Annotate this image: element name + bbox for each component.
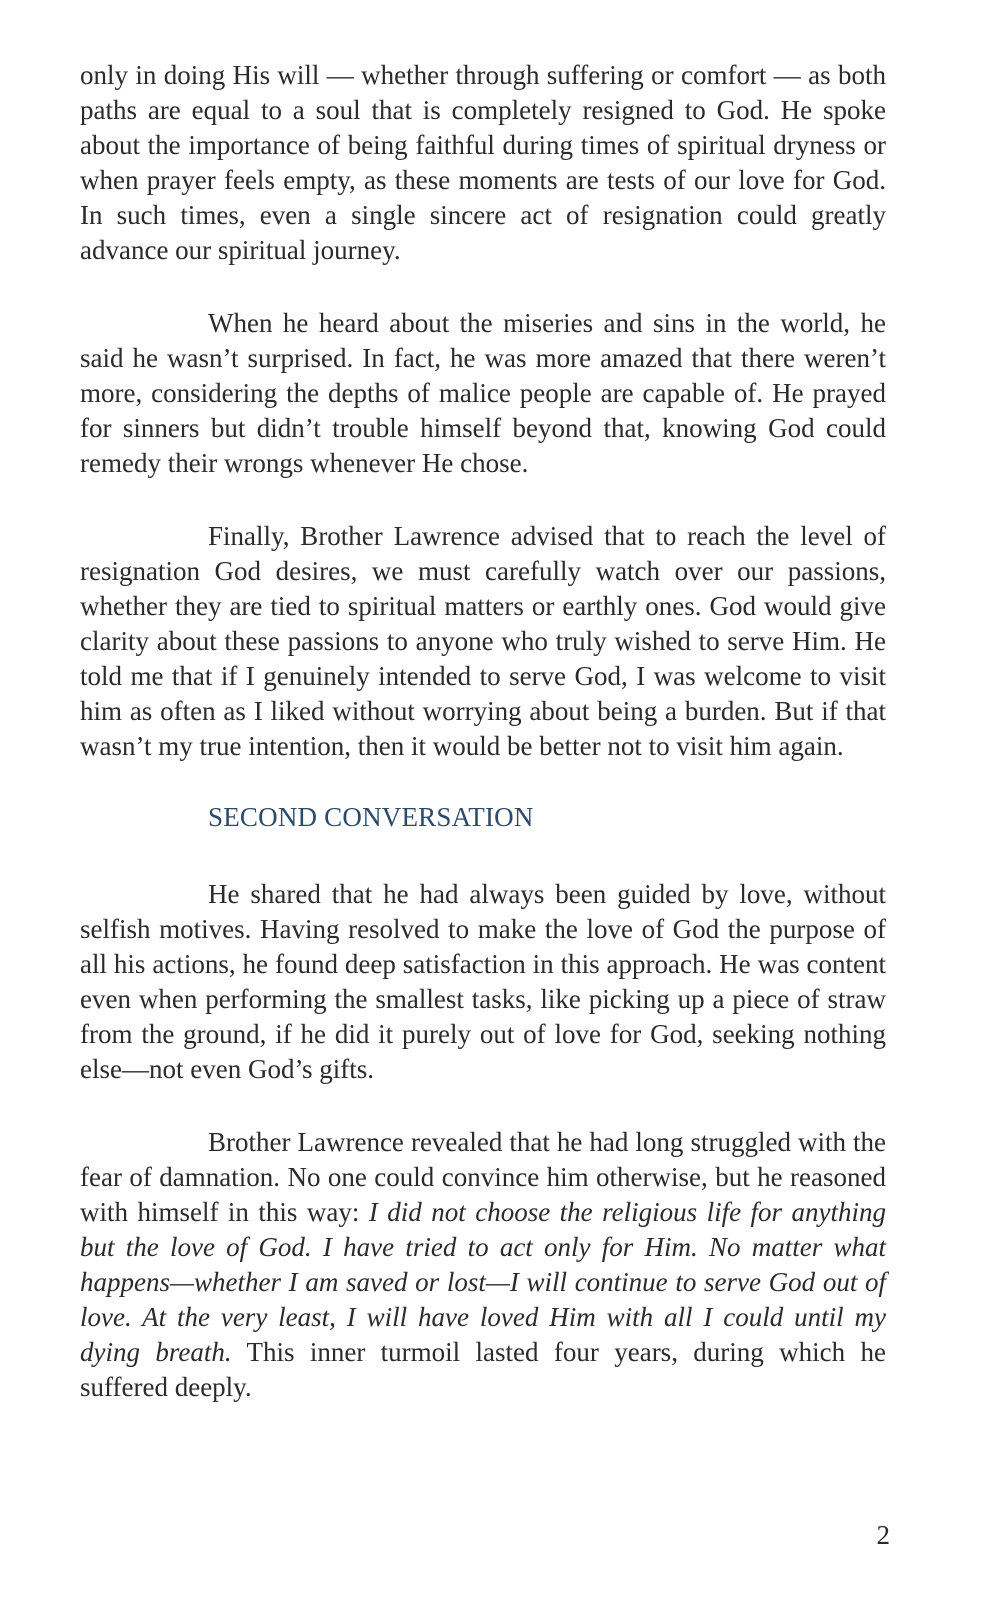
section-heading: SECOND CONVERSATION <box>208 802 534 832</box>
paragraph-guided-by-love: He shared that he had always been guided by love, without selfish motives. Having resolved to make the love of God the purpose of all his actions, he found deep satisfaction in this approach. He was content even when performing the smallest tasks, like picking up a piece of straw from the ground, if he did it purely out of love for God, seeking nothing else—not even God’s gifts. <box>80 879 886 1084</box>
paragraph-resignation-advice: Finally, Brother Lawrence advised that to reach the level of resignation God desires, we must carefully watch over our passions, whether they are tied to spiritual matters or earthly ones. God would give clarity about these passions to anyone who truly wished to serve Him. He told me that if I genuinely intended to serve God, I was welcome to visit him as often as I liked without worrying about being a burden. But if that wasn’t my true intention, then it would be better not to visit him again. <box>80 521 886 761</box>
page-number: 2 <box>876 1520 890 1550</box>
paragraph-text-start: Brother Lawrence revealed that he had long struggled with the fear of damnation. No one could convince him otherwise, but he reasoned with himself in this way: <box>80 1127 886 1227</box>
italic-quote: I did not choose the religious life for anything but the love of God. I have tried to act only for Him. No matter what happens—whether I am saved or lost—I will continue to serve God out of love. At the very least, I will have loved Him with all I could until my dying breath. <box>80 1197 886 1367</box>
paragraph-miseries: When he heard about the miseries and sins in the world, he said he wasn’t surprised. In fact, he was more amazed that there weren’t more, considering the depths of malice people are capable of. He prayed for sinners but didn’t trouble himself beyond that, knowing God could remedy their wrongs whenever He chose. <box>80 308 886 478</box>
paragraph-fear-of-damnation <box>80 1125 886 1405</box>
page-body <box>80 58 886 1405</box>
paragraph-text-end: This inner turmoil lasted four years, during which he suffered deeply. <box>80 1337 886 1402</box>
paragraph-continued: only in doing His will — whether through suffering or comfort — as both paths are equal to a soul that is completely resigned to God. He spoke about the importance of being faithful during times of spiritual dryness or when prayer feels empty, as these moments are tests of our love for God. In such times, even a single sincere act of resignation could greatly advance our spiritual journey. <box>80 60 886 265</box>
